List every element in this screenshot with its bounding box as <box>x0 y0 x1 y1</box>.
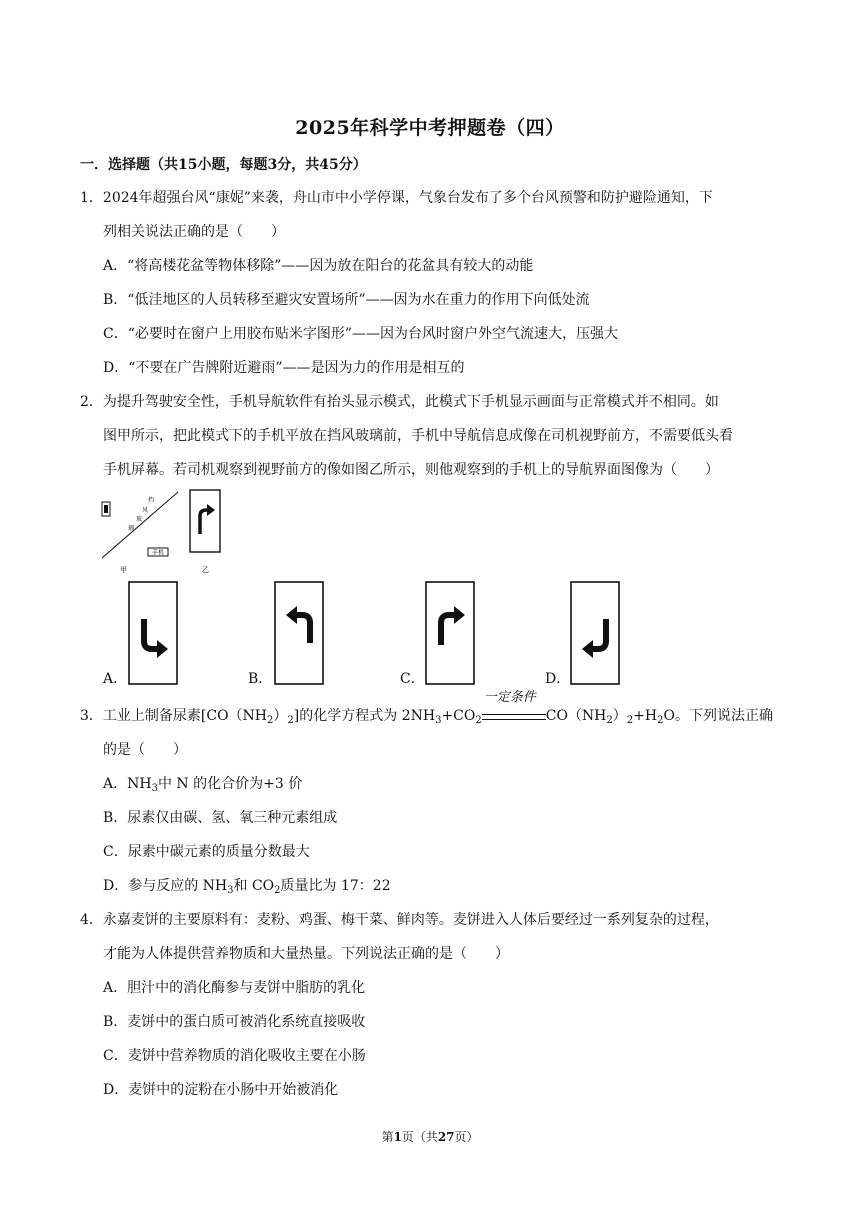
q3-stem-line1 <box>80 690 773 726</box>
q4-option-c: C．麦饼中营养物质的消化吸收主要在小肠 <box>103 1048 366 1064</box>
reaction-condition: 一定条件 <box>483 690 536 705</box>
footer-page-number: 1 <box>393 1130 402 1144</box>
page-footer <box>0 1128 860 1145</box>
q2-option-d-image <box>570 581 622 691</box>
footer-total-pages: 27 <box>437 1130 455 1144</box>
q3-text-7: +H <box>633 708 658 724</box>
q3-text-4: +CO <box>441 708 476 724</box>
q1-stem-line2: 列相关说法正确的是（ ） <box>103 224 285 240</box>
q4-stem-line1: 4．永嘉麦饼的主要原料有：麦粉、鸡蛋、梅干菜、鲜肉等。麦饼进入人体后要经过一系列复杂的过程， <box>80 912 719 928</box>
q1-option-c: C．“必要时在窗户上用胶布贴米字图形”——因为台风时窗户外空气流速大，压强大 <box>103 326 619 342</box>
q3-text-3: ]的化学方程式为 2NH <box>293 708 436 724</box>
q3-a-text-1: A．NH <box>103 776 152 792</box>
fig-jia-label: 甲 <box>120 566 127 574</box>
footer-pre: 第 <box>381 1130 394 1144</box>
footer-post: 页） <box>454 1130 479 1144</box>
q4-option-d: D．麦饼中的淀粉在小肠中开始被消化 <box>103 1082 339 1098</box>
q1-option-b: B．“低洼地区的人员转移至避灾安置场所”——因为水在重力的作用下向低处流 <box>103 292 590 308</box>
q3-d-text-3: 质量比为 17：22 <box>280 878 391 894</box>
q3-sub-5: 2 <box>606 715 613 726</box>
q3-stem-line2: 的是（ ） <box>103 742 187 758</box>
q3-option-b: B．尿素仅由碳、氢、氧三种元素组成 <box>103 810 338 826</box>
q2-option-d-label: D． <box>545 671 571 687</box>
figure-yi <box>188 488 224 574</box>
q2-option-a-label: A． <box>103 671 128 687</box>
q3-option-c: C．尿素中碳元素的质量分数最大 <box>103 844 310 860</box>
glass-char-1: 挡 <box>148 497 155 504</box>
q4-option-a: A．胆汁中的消化酶参与麦饼中脂肪的乳化 <box>103 980 366 996</box>
q3-a-sub: 3 <box>151 783 158 794</box>
windshield-diagram <box>98 488 182 574</box>
q3-text-1: 3．工业上制备尿素[CO（NH <box>80 708 268 724</box>
q3-text-6: ） <box>612 708 627 724</box>
q3-text-2: ） <box>273 708 288 724</box>
q3-a-text-2: 中 N 的化合价为+3 价 <box>157 776 303 792</box>
q1-stem-line1: 1．2024年超强台风“康妮”来袭，舟山市中小学停课，气象台发布了多个台风预警和防护避险通知，下 <box>80 190 713 206</box>
footer-mid: 页（共 <box>401 1130 438 1144</box>
q3-sub-6: 2 <box>626 715 634 726</box>
q2-option-b-image <box>274 581 326 691</box>
q3-text-8: O。下列说法正确 <box>663 708 773 724</box>
figure-jia <box>98 488 182 574</box>
glass-char-2: 风 <box>142 507 149 514</box>
q2-option-a-image <box>128 581 180 691</box>
q3-option-d <box>103 876 391 896</box>
q3-sub-1: 2 <box>267 715 274 726</box>
q3-d-text-2: 和 CO <box>233 878 275 894</box>
fig-yi-label: 乙 <box>202 566 209 574</box>
q3-sub-7: 2 <box>657 715 664 726</box>
q4-option-b: B．麦饼中的蛋白质可被消化系统直接吸收 <box>103 1014 366 1030</box>
equation-condition-arrow <box>482 690 546 726</box>
q1-option-d: D．“不要在广告牌附近避雨”——是因为力的作用是相互的 <box>103 360 465 376</box>
q3-d-text-1: D．参与反应的 NH <box>103 878 228 894</box>
q2-stem-line3: 手机屏幕。若司机观察到视野前方的像如图乙所示，则他观察到的手机上的导航界面图像为（ ） <box>103 462 719 478</box>
glass-char-4: 璃 <box>128 525 135 532</box>
q1-option-a: A．“将高楼花盆等物体移除”——因为放在阳台的花盆具有较大的动能 <box>103 258 534 274</box>
q3-d-sub-2: 2 <box>274 885 281 896</box>
q3-option-a <box>103 774 302 794</box>
page-title: 2025年科学中考押题卷（四） <box>295 117 565 139</box>
section-heading: 一．选择题（共15小题，每题3分，共45分） <box>80 157 367 173</box>
q2-stem-line1: 2．为提升驾驶安全性，手机导航软件有抬头显示模式，此模式下手机显示画面与正常模式并不相同。如 <box>80 394 719 410</box>
q4-stem-line2: 才能为人体提供营养物质和大量热量。下列说法正确的是（ ） <box>103 946 509 962</box>
q2-option-c-image <box>425 581 477 691</box>
q2-option-b-label: B． <box>248 671 273 687</box>
q2-option-c-label: C． <box>400 671 425 687</box>
q3-sub-2: 2 <box>287 715 294 726</box>
phone-label: 手机 <box>151 549 165 557</box>
q3-text-5: CO（NH <box>545 708 607 724</box>
image-yi <box>188 488 224 574</box>
q3-d-sub-1: 3 <box>227 885 234 896</box>
glass-char-3: 玻 <box>136 516 143 523</box>
q3-sub-3: 3 <box>435 715 442 726</box>
q2-stem-line2: 图甲所示，把此模式下的手机平放在挡风玻璃前，手机中导航信息成像在司机视野前方，不需要低头看 <box>103 428 733 444</box>
q3-sub-4: 2 <box>475 715 482 726</box>
